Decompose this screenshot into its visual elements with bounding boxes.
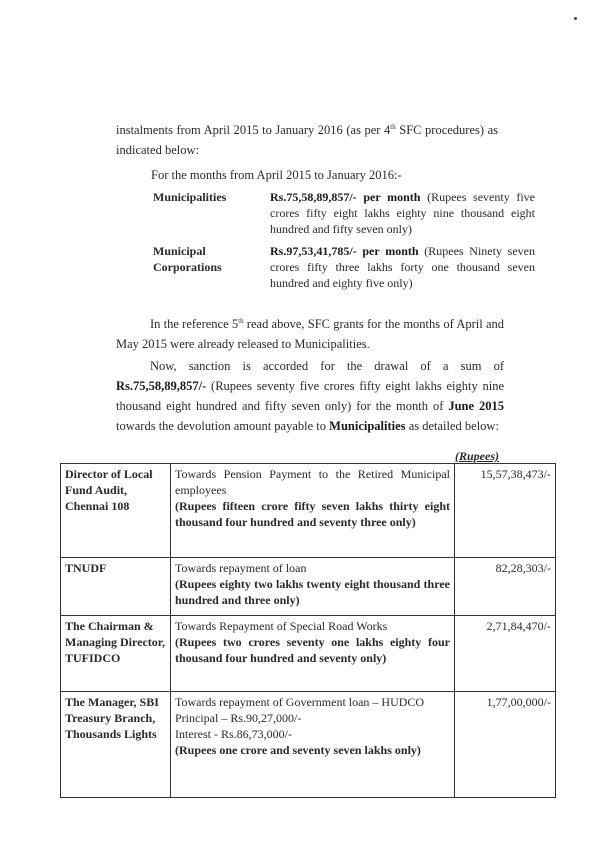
amount-in-words: (Rupees two crores seventy one lakhs eighty four thousand four hundred and seventy only) [175, 635, 450, 665]
allocation-words: (Rupees seventy five crores fifty eight lakhs eighty nine thousand eight hundred and fifty seven only) [270, 190, 535, 236]
scan-speck [574, 17, 577, 20]
purpose-cell [171, 692, 455, 798]
table-unit-label: (Rupees) [455, 449, 499, 463]
sanction-text: towards the devolution amount payable to [116, 419, 330, 433]
intro-text: instalments from April 2015 to January 2016 (as per 4 [116, 123, 391, 137]
purpose-cell [171, 464, 455, 558]
table-row [61, 464, 556, 558]
amount-cell: 15,57,38,473/- [455, 464, 556, 558]
table-row [61, 616, 556, 692]
sanction-text: Now, sanction is accorded for the drawal of a sum of [150, 359, 504, 373]
principal-line: Principal – Rs.90,27,000/- [175, 711, 302, 725]
allocation-amount: Rs.75,58,89,857/- per month [270, 190, 421, 204]
purpose-text: Towards repayment of Government loan – HUDCO [175, 695, 425, 709]
intro-superscript: th [390, 122, 396, 131]
payee-cell: The Chairman & Managing Director, TUFIDCO [61, 616, 171, 692]
allocation-text-corporations [270, 243, 535, 291]
allocation-label-corporations: Municipal Corporations [153, 244, 222, 274]
payee-cell: TNUDF [61, 558, 171, 616]
grants-table [60, 463, 556, 798]
table-row [61, 558, 556, 616]
amount-cell: 1,77,00,000/- [455, 692, 556, 798]
reference-text: In the reference 5 [150, 317, 239, 331]
sanction-amount: Rs.75,58,89,857/- [116, 379, 207, 393]
table-row [61, 692, 556, 798]
amount-in-words: (Rupees one crore and seventy seven lakhs only) [175, 743, 421, 757]
purpose-text: Towards Pension Payment to the Retired Municipal employees [175, 467, 450, 497]
purpose-cell [171, 558, 455, 616]
purpose-text: Towards Repayment of Special Road Works [175, 619, 388, 633]
sanction-text: (Rupees seventy five crores fifty eight lakhs eighty nine thousand eight hundred and fifty seven only) for the month of [116, 379, 504, 413]
sanction-month: June 2015 [448, 399, 504, 413]
period-line: For the months from April 2015 to January 2016:- [151, 168, 402, 182]
sanction-paragraph [116, 356, 504, 436]
purpose-cell [171, 616, 455, 692]
amount-in-words: (Rupees fifteen crore fifty seven lakhs thirty eight thousand four hundred and seventy three only) [175, 499, 450, 529]
reference-superscript: th [238, 316, 244, 325]
intro-text-end: SFC procedures) as indicated below: [116, 123, 498, 157]
allocation-label-municipalities: Municipalities [153, 190, 227, 204]
interest-line: Interest - Rs.86,73,000/- [175, 727, 292, 741]
intro-paragraph [116, 120, 498, 160]
reference-paragraph [116, 314, 504, 354]
reference-text-end: read above, SFC grants for the months of April and May 2015 were already released to Municipalities. [116, 317, 504, 351]
allocation-words: (Rupees Ninety seven crores fifty three lakhs forty one thousand seven hundred and eighty five only) [270, 244, 535, 290]
payee-cell: Director of Local Fund Audit, Chennai 108 [61, 464, 171, 558]
allocation-amount: Rs.97,53,41,785/- per month [270, 244, 419, 258]
purpose-text: Towards repayment of loan [175, 561, 307, 575]
sanction-text: as detailed below: [405, 419, 499, 433]
payee-cell: The Manager, SBI Treasury Branch, Thousands Lights [61, 692, 171, 798]
sanction-entity: Municipalities [329, 419, 406, 433]
amount-cell: 82,28,303/- [455, 558, 556, 616]
amount-cell: 2,71,84,470/- [455, 616, 556, 692]
amount-in-words: (Rupees eighty two lakhs twenty eight thousand three hundred and three only) [175, 577, 450, 607]
allocation-text-municipalities [270, 189, 535, 237]
